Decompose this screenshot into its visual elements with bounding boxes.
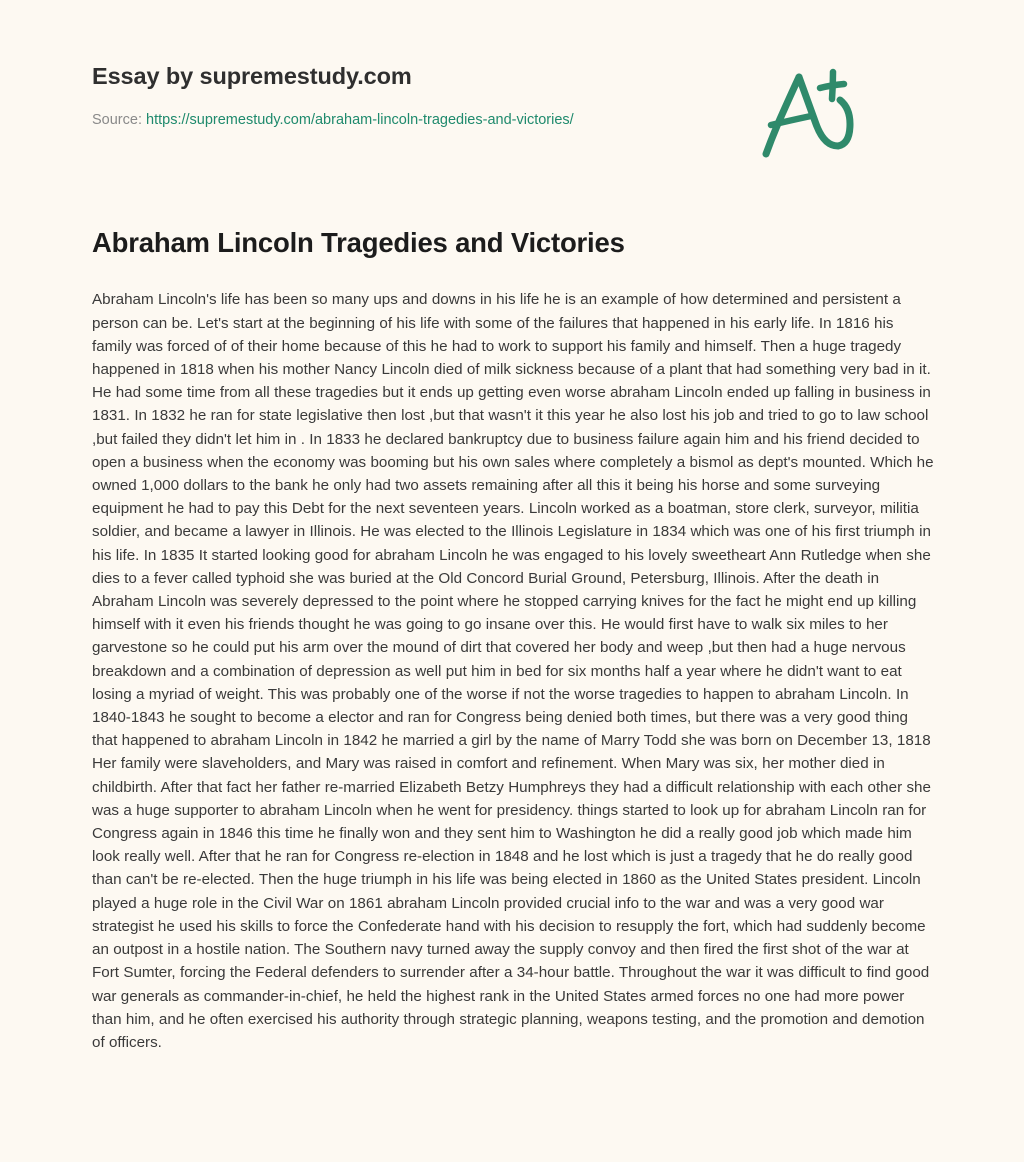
source-url-link[interactable]: https://supremestudy.com/abraham-lincoln-tragedies-and-victories/ — [146, 112, 574, 129]
page-title: Abraham Lincoln Tragedies and Victories — [92, 227, 625, 259]
body-paragraph: Abraham Lincoln's life has been so many ups and downs in his life he is an example of how determined and persistent a person can be. Let's start at the beginning of his life with some of the failures that happened in his early life. In 1816 his family was forced of of their home because of this he had to work to support his family and himself. Then a huge tragedy happened in 1818 when his mother Nancy Lincoln died of milk sickness because of a plant that had something very bad in it. He had some time from all these tragedies but it ends up getting even worse abraham Lincoln ended up falling in business in 1831. In 1832 he ran for state legislative then lost ,but that wasn't it this year he also lost his job and tried to go to law school ,but failed they didn't let him in . In 1833 he declared bankruptcy due to business failure again him and his friend decided to open a business when the economy was booming but his own sales where completely a bismol as dept's mounted. Which he owned 1,000 dollars to the bank he only had two assets remaining after all this it being his horse and some surveying equipment he had to pay this Debt for the next seventeen years. Lincoln worked as a boatman, store clerk, surveyor, militia soldier, and became a lawyer in Illinois. He was elected to the Illinois Legislature in 1834 which was one of his first triumph in his life. In 1835 It started looking good for abraham Lincoln he was engaged to his lovely sweetheart Ann Rutledge when she dies to a fever called typhoid she was buried at the Old Concord Burial Ground, Petersburg, Illinois. After the death in Abraham Lincoln was severely depressed to the point where he stopped carrying knives for the fact he might end up killing himself with it even his friends thought he was going to go insane over this. He would first have to walk six miles to her garvestone so he could put his arm over the mound of dirt that covered her body and weep ,but then had a huge nervous breakdown and a combination of depression as well put him in bed for six months half a year where he didn't want to eat losing a myriad of weight. This was probably one of the worse if not the worse tragedies to happen to abraham Lincoln. In 1840-1843 he sought to become a elector and ran for Congress being denied both times, but there was a very good thing that happened to abraham Lincoln in 1842 he married a girl by the name of Marry Todd she was born on December 13, 1818 Her family were slaveholders, and Mary was raised in comfort and refinement. When Mary was six, her mother died in childbirth. After that fact her father re-married Elizabeth Betzy Humphreys they had a difficult relationship with each other she was a huge supporter to abraham Lincoln when he went for presidency. things started to look up for abraham Lincoln ran for Congress again in 1846 this time he finally won and they sent him to Washington he did a really good job which made him look really well. After that he ran for Congress re-election in 1848 and he lost which is just a tragedy that he do really good than can't be re-elected. Then the huge triumph in his life was being elected in 1860 as the United States president. Lincoln played a huge role in the Civil War on 1861 abraham Lincoln provided crucial info to the war and was a very good war strategist he used his skills to force the Confederate hand with his decision to resupply the fort, which had suddenly become an outpost in a hostile nation. The Southern navy turned away the supply convoy and then fired the first shot of the war at Fort Sumter, forcing the Federal defenders to surrender after a 34-hour battle. Throughout the war it was difficult to find good war generals as commander-in-chief, he held the highest rank in the United States armed forces no one had more power than him, and he often exercised his authority through strategic planning, weapons testing, and the promotion and demotion of officers. — [92, 291, 934, 1051]
source-label: Source: — [92, 112, 142, 129]
brand-title: Essay by supremestudy.com — [92, 63, 412, 89]
document-body — [92, 288, 934, 1054]
a-plus-logo — [754, 62, 858, 162]
document-header — [92, 0, 932, 130]
